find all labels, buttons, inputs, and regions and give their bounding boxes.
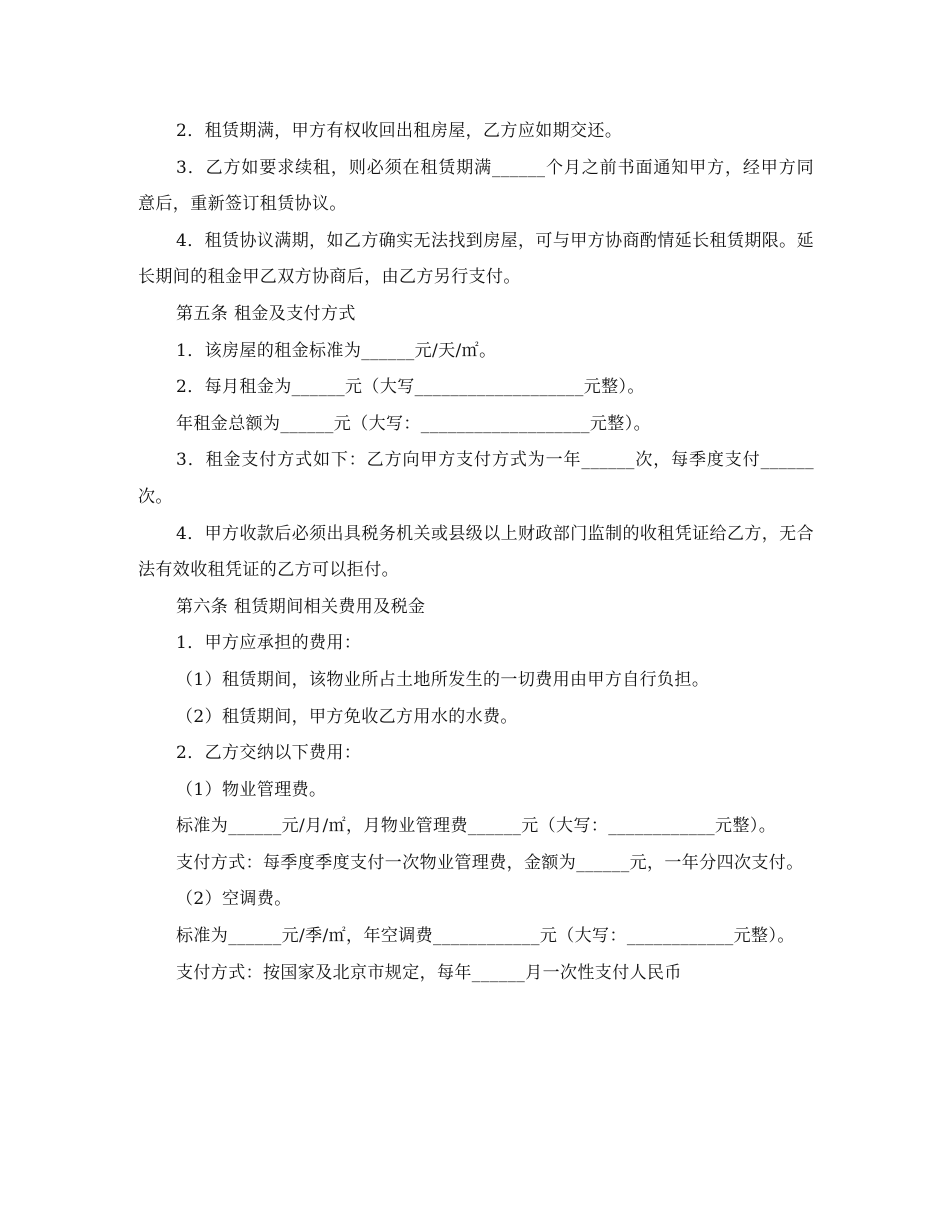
paragraph-land-costs: （1）租赁期间，该物业所占土地所发生的一切费用由甲方自行负担。 [176,669,710,690]
document-body [138,113,814,991]
section-heading-article-5: 第五条 租金及支付方式 [176,303,356,324]
paragraph-property-fee-standard: 标准为______元/月/㎡，月物业管理费______元（大写：____________元整）。 [176,816,777,837]
paragraph-party-a-costs: 1．甲方应承担的费用： [176,633,362,654]
paragraph-renewal-notice: 3．乙方如要求续租，则必须在租赁期满______个月之前书面通知甲方，经甲方同意后，重新签订租赁协议。 [138,157,814,215]
paragraph-rent-standard: 1．该房屋的租金标准为______元/天/㎡。 [176,340,497,361]
paragraph-ac-fee-payment: 支付方式：按国家及北京市规定，每年______月一次性支付人民币 [176,962,682,983]
paragraph-property-fee-payment: 支付方式：每季度季度支付一次物业管理费，金额为______元，一年分四次支付。 [176,852,804,873]
paragraph-monthly-rent: 2．每月租金为______元（大写___________________元整）。 [176,377,645,398]
paragraph-property-fee-title: （1）物业管理费。 [176,779,327,800]
paragraph-renewal-return: 2．租赁期满，甲方有权收回出租房屋，乙方应如期交还。 [176,121,623,141]
paragraph-payment-method: 3．租金支付方式如下：乙方向甲方支付方式为一年______次，每季度支付______次。 [138,450,814,507]
paragraph-party-b-costs: 2．乙方交纳以下费用： [176,743,362,764]
paragraph-ac-fee-title: （2）空调费。 [176,889,292,910]
paragraph-receipt: 4．甲方收款后必须出具税务机关或县级以上财政部门监制的收租凭证给乙方，无合法有效收租凭证的乙方可以拒付。 [138,523,814,581]
paragraph-lease-extension: 4．租赁协议满期，如乙方确实无法找到房屋，可与甲方协商酌情延长租赁期限。延长期间的租金甲乙双方协商后，由乙方另行支付。 [138,230,814,288]
paragraph-ac-fee-standard: 标准为______元/季/㎡，年空调费____________元（大写：____________元整）。 [176,926,795,947]
section-heading-article-6: 第六条 租赁期间相关费用及税金 [176,596,426,617]
paragraph-annual-rent: 年租金总额为______元（大写：___________________元整）。 [176,413,651,434]
paragraph-water-fee: （2）租赁期间，甲方免收乙方用水的水费。 [176,706,518,727]
